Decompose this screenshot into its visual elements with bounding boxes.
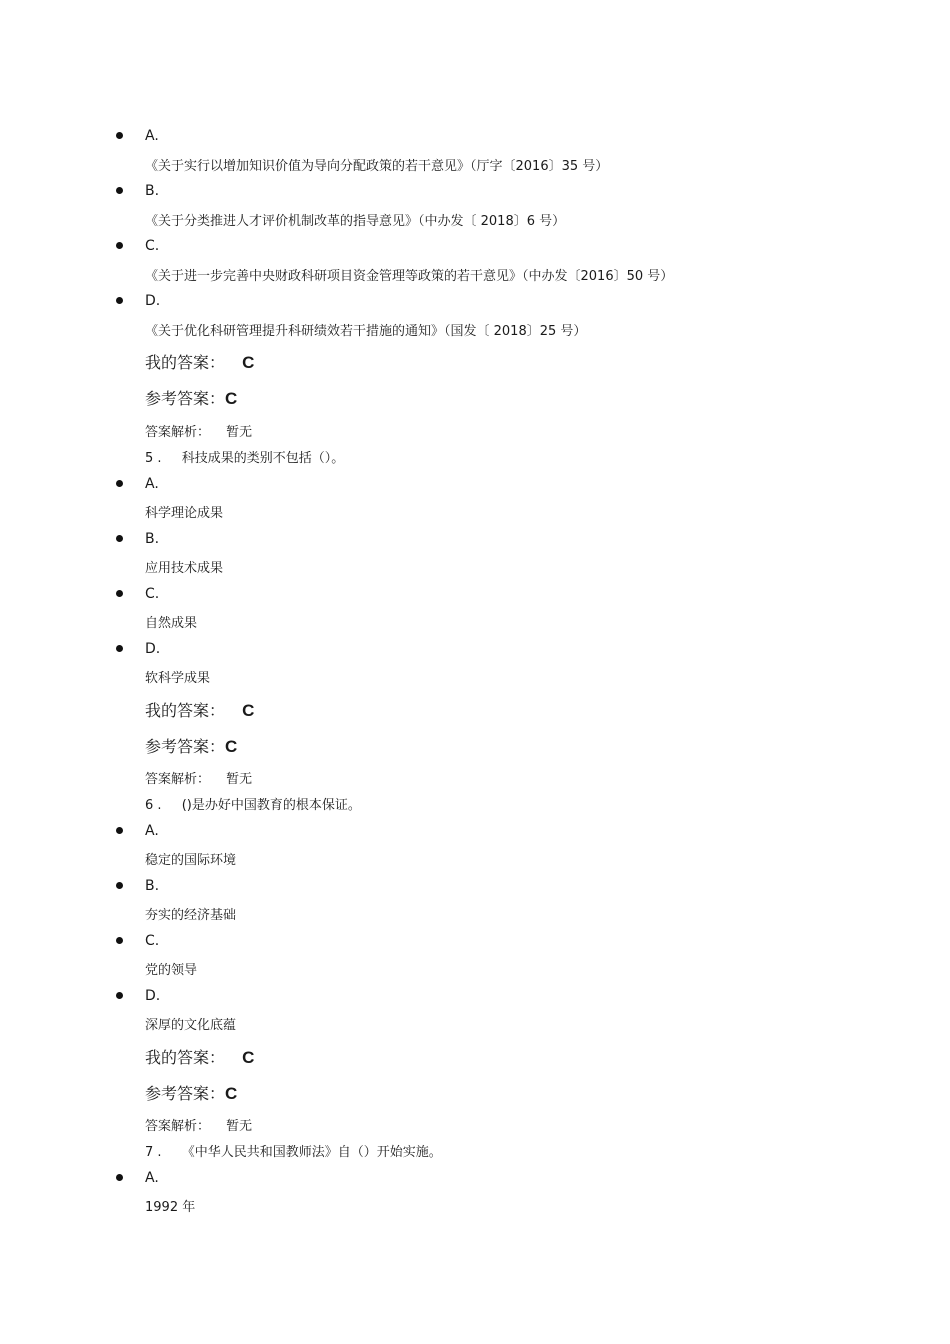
bullet xyxy=(116,645,123,652)
option-text: 1992 年 xyxy=(145,1200,196,1215)
question-6 xyxy=(145,794,361,813)
reference-answer xyxy=(145,1081,237,1104)
option-label: B. xyxy=(145,878,160,894)
option-text: 党的领导 xyxy=(145,963,198,978)
option-text: 应用技术成果 xyxy=(145,561,224,576)
option-text: 夯实的经济基础 xyxy=(145,908,237,923)
option-label: D. xyxy=(145,293,161,309)
option-label: A. xyxy=(145,823,159,839)
question-5 xyxy=(145,447,344,466)
my-answer xyxy=(145,350,254,373)
bullet xyxy=(116,882,123,889)
question-number: 6 . xyxy=(145,798,162,813)
my-answer-label: 我的答案： xyxy=(145,353,226,372)
question-number: 7 . xyxy=(145,1145,162,1160)
question-number: 5 . xyxy=(145,451,162,466)
option-text: 科学理论成果 xyxy=(145,506,224,521)
option-label: D. xyxy=(145,641,161,657)
option-text: 软科学成果 xyxy=(145,671,211,686)
my-answer-value: C xyxy=(242,353,255,372)
bullet xyxy=(116,187,123,194)
reference-answer-label: 参考答案： xyxy=(145,389,226,408)
bullet xyxy=(116,132,123,139)
option-text: 《关于实行以增加知识价值为导向分配政策的若干意见》（厅字〔2016〕35 号） xyxy=(145,159,609,174)
option-label: A. xyxy=(145,128,159,144)
option-text: 自然成果 xyxy=(145,616,198,631)
reference-answer-label: 参考答案： xyxy=(145,1084,226,1103)
reference-answer xyxy=(145,386,237,409)
reference-answer-value: C xyxy=(225,1084,238,1103)
option-text: 稳定的国际环境 xyxy=(145,853,237,868)
analysis-label: 答案解析： xyxy=(145,772,211,787)
bullet xyxy=(116,480,123,487)
option-label: C. xyxy=(145,933,160,949)
option-label: B. xyxy=(145,183,160,199)
reference-answer-label: 参考答案： xyxy=(145,737,226,756)
option-label: D. xyxy=(145,988,161,1004)
my-answer xyxy=(145,1045,254,1068)
my-answer xyxy=(145,698,254,721)
question-7 xyxy=(145,1141,442,1160)
option-label: A. xyxy=(145,476,159,492)
question-text: ()是办好中国教育的根本保证。 xyxy=(181,798,361,813)
bullet xyxy=(116,242,123,249)
answer-analysis xyxy=(145,1115,252,1134)
answer-analysis xyxy=(145,768,252,787)
bullet xyxy=(116,827,123,834)
question-text: 《中华人民共和国教师法》自（）开始实施。 xyxy=(181,1145,442,1160)
reference-answer-value: C xyxy=(225,389,238,408)
bullet xyxy=(116,535,123,542)
bullet xyxy=(116,1174,123,1181)
reference-answer-value: C xyxy=(225,737,238,756)
option-text: 《关于分类推进人才评价机制改革的指导意见》（中办发〔 2018〕6 号） xyxy=(145,214,566,229)
analysis-value: 暂无 xyxy=(226,425,253,440)
analysis-value: 暂无 xyxy=(226,1119,253,1134)
option-text: 深厚的文化底蕴 xyxy=(145,1018,237,1033)
my-answer-value: C xyxy=(242,701,255,720)
option-label: C. xyxy=(145,238,160,254)
option-text: 《关于进一步完善中央财政科研项目资金管理等政策的若干意见》（中办发〔2016〕50 号） xyxy=(145,269,674,284)
question-text: 科技成果的类别不包括（）。 xyxy=(181,451,345,466)
analysis-label: 答案解析： xyxy=(145,1119,211,1134)
my-answer-value: C xyxy=(242,1048,255,1067)
analysis-label: 答案解析： xyxy=(145,425,211,440)
my-answer-label: 我的答案： xyxy=(145,1048,226,1067)
option-label: C. xyxy=(145,586,160,602)
option-label: B. xyxy=(145,531,160,547)
reference-answer xyxy=(145,734,237,757)
answer-analysis xyxy=(145,421,252,440)
bullet xyxy=(116,937,123,944)
option-label: A. xyxy=(145,1170,159,1186)
option-text: 《关于优化科研管理提升科研绩效若干措施的通知》（国发〔 2018〕25 号） xyxy=(145,324,587,339)
my-answer-label: 我的答案： xyxy=(145,701,226,720)
analysis-value: 暂无 xyxy=(226,772,253,787)
bullet xyxy=(116,297,123,304)
bullet xyxy=(116,590,123,597)
bullet xyxy=(116,992,123,999)
